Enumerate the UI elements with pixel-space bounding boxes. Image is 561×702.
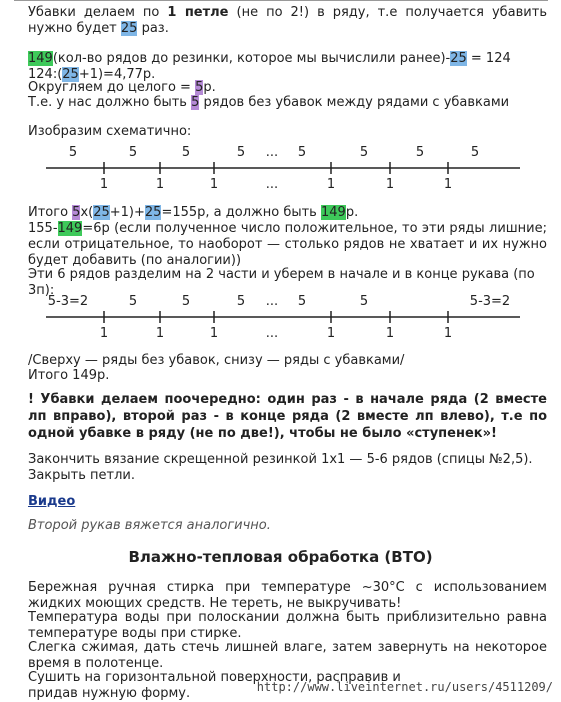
vto-paragraph: Сушить на горизонтальной поверхности, расправив и придав нужную форму. bbox=[28, 670, 401, 701]
vto-paragraph: Слегка сжимая, дать стечь лишней влаге, затем завернуть на некоторое время в полотенце. bbox=[28, 640, 547, 671]
video-link[interactable]: Видео bbox=[28, 494, 76, 509]
finish-line-1: Закончить вязание скрещенной резинкой 1х1 — 5-6 рядов (спицы №2,5). bbox=[28, 452, 533, 467]
diff-paragraph bbox=[28, 221, 547, 269]
highlight-25: 25 bbox=[120, 21, 138, 36]
calc-text: = 124 bbox=[466, 51, 511, 66]
calc-text: 124:( bbox=[28, 67, 63, 82]
scheme-top-label: 5 bbox=[359, 294, 369, 309]
scheme-legend: /Сверху — ряды без убавок, снизу — ряды с убавками/ bbox=[28, 353, 405, 368]
scheme-top-label: 5 bbox=[359, 145, 369, 160]
intro-paragraph bbox=[28, 5, 547, 37]
calc-text: (кол-во рядов до резинки, которое мы вычислили ранее)- bbox=[52, 51, 451, 66]
total-text: x( bbox=[80, 205, 94, 220]
highlight-5: 5 bbox=[191, 95, 200, 110]
source-url: http://www.liveinternet.ru/users/4511209/ bbox=[256, 680, 553, 694]
scheme-bottom-label: 1 bbox=[385, 177, 395, 192]
intro-text: (не по 2!) в ряду, т.е получается убавить нужно будет bbox=[28, 5, 547, 36]
total-text: =155р, а должно быть bbox=[161, 205, 321, 220]
total-text: +1)+ bbox=[109, 205, 145, 220]
scheme-bottom-label: 1 bbox=[326, 177, 336, 192]
total-2: Итого 149р. bbox=[28, 368, 110, 383]
scheme-top-label: 5 bbox=[68, 145, 78, 160]
scheme-top-label: 5 bbox=[297, 294, 307, 309]
vto-heading: Влажно-тепловая обработка (ВТО) bbox=[128, 548, 433, 566]
diff-text: =6р (если полученное число положительное, то эти ряды лишние; если отрицательное, то наоборот — столько рядов не хватает и их нужно будет добавить (по аналогии)) bbox=[28, 221, 547, 268]
scheme-top-label: 5 bbox=[181, 145, 191, 160]
highlight-25: 25 bbox=[144, 205, 162, 220]
calc-line-4 bbox=[28, 95, 547, 111]
calc-text: р. bbox=[203, 80, 216, 95]
scheme-top-label: 5 bbox=[128, 145, 138, 160]
second-sleeve-note: Второй рукав вяжется аналогично. bbox=[28, 518, 271, 533]
scheme-top-label: 5 bbox=[236, 145, 246, 160]
scheme-1 bbox=[46, 145, 520, 192]
scheme-top-label: ... bbox=[265, 145, 279, 160]
scheme-bottom-label: 1 bbox=[99, 177, 109, 192]
total-line bbox=[28, 205, 547, 221]
scheme-bottom-label: ... bbox=[265, 177, 279, 192]
scheme-top-label: 5 bbox=[128, 294, 138, 309]
scheme-top-label: 5-3=2 bbox=[469, 294, 511, 309]
calc-text: Округляем до целого = bbox=[28, 80, 196, 95]
finish-line-2: Закрыть петли. bbox=[28, 468, 135, 483]
video-row bbox=[28, 494, 547, 510]
warning-paragraph: ! Убавки делаем поочередно: один раз - в начале ряда (2 вместе лп вправо), второй раз - в конце ряда (2 вместе лп влево), т.е по одной убавке в ряду (не по две!), чтобы не было «ступенек»! bbox=[28, 392, 547, 441]
vto-paragraph: Бережная ручная стирка при температуре ~30°С с использованием жидких моющих средств. Не тереть, не выкручивать! bbox=[28, 580, 547, 611]
intro-text: раз. bbox=[137, 21, 169, 36]
calc-line-3 bbox=[28, 80, 547, 96]
highlight-149: 149 bbox=[28, 51, 53, 66]
scheme-bottom-label: 1 bbox=[443, 326, 453, 341]
calc-line-1 bbox=[28, 51, 547, 67]
calc-text: +1)=4,77р. bbox=[78, 67, 156, 82]
scheme-top-label: 5 bbox=[236, 294, 246, 309]
calc-text: рядов без убавок между рядами с убавками bbox=[199, 95, 510, 110]
intro-bold: 1 петле bbox=[167, 5, 229, 20]
highlight-149: 149 bbox=[57, 221, 83, 236]
highlight-25: 25 bbox=[62, 67, 79, 82]
scheme-bottom-label: 1 bbox=[443, 177, 453, 192]
calc-text: Т.е. у нас должно быть bbox=[28, 95, 192, 110]
scheme-2 bbox=[46, 294, 520, 341]
top-divider bbox=[14, 0, 548, 1]
highlight-5: 5 bbox=[72, 205, 81, 220]
highlight-149: 149 bbox=[320, 205, 346, 220]
scheme-top-label: 5 bbox=[181, 294, 191, 309]
scheme-top-label: ... bbox=[265, 294, 279, 309]
schema-title: Изобразим схематично: bbox=[28, 124, 192, 139]
scheme-bottom-label: 1 bbox=[209, 177, 219, 192]
scheme-bottom-label: ... bbox=[265, 326, 279, 341]
scheme-bottom-label: 1 bbox=[155, 177, 165, 192]
scheme-top-label: 5 bbox=[297, 145, 307, 160]
scheme-bottom-label: 1 bbox=[385, 326, 395, 341]
scheme-top-label: 5-3=2 bbox=[47, 294, 89, 309]
highlight-25: 25 bbox=[450, 51, 467, 66]
split-text: Эти 6 рядов разделим на 2 части и уберем в начале и в конце рукава (по 3п): bbox=[28, 267, 535, 298]
vto-paragraph: Температура воды при полоскании должна быть приблизительно равна температуре воды при стирке. bbox=[28, 610, 547, 641]
scheme-bottom-label: 1 bbox=[209, 326, 219, 341]
scheme-bottom-label: 1 bbox=[99, 326, 109, 341]
scheme-top-label: 5 bbox=[470, 145, 480, 160]
intro-text: Убавки делаем по bbox=[28, 5, 168, 20]
scheme-top-label: 5 bbox=[415, 145, 425, 160]
highlight-5: 5 bbox=[195, 80, 204, 95]
diff-text: 155- bbox=[28, 221, 58, 236]
scheme-bottom-label: 1 bbox=[326, 326, 336, 341]
total-text: Итого bbox=[28, 205, 73, 220]
scheme-bottom-label: 1 bbox=[155, 326, 165, 341]
highlight-25: 25 bbox=[93, 205, 110, 220]
total-text: р. bbox=[345, 205, 359, 220]
